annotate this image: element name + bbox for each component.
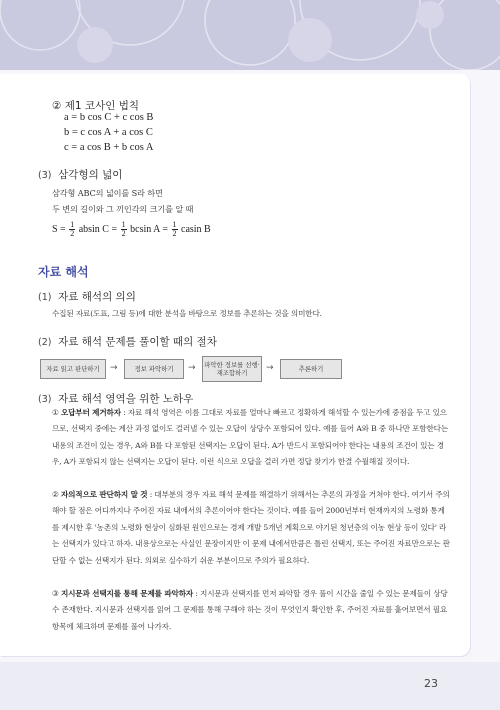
arrow-icon: →	[110, 363, 118, 373]
area-formula: S = $\frac{1}{2}$ absin C = $\frac{1}{2}$ bcsin A = $\frac{1}{2}$ casin B	[52, 220, 211, 238]
item-title: 제1 코사인 법칙	[64, 100, 139, 112]
formula-line: c = a cos B + b cos A	[64, 142, 154, 153]
flow-step: 추론하기	[280, 359, 342, 379]
body-line: 두 변의 길이와 그 끼인각의 크기를 알 때	[52, 204, 194, 214]
body-line: 삼각형 ABC의 넓이를 S라 하면	[52, 188, 163, 198]
flow-step: 정보 파악하기	[124, 359, 184, 379]
item-number: ② 제1 코사인 법칙	[52, 100, 139, 112]
formula-line: b = c cos A + a cos C	[64, 127, 153, 138]
body-line: 수집된 자료(도표, 그림 등)에 대한 분석을 바탕으로 정보를 추론하는 것을 의미한다.	[52, 309, 322, 318]
subsection-heading: (1) 자료 해석의 의의	[38, 291, 136, 303]
page-number: 23	[424, 677, 438, 690]
subsection-heading: (3) 자료 해석 영역을 위한 노하우	[38, 393, 194, 405]
tip-paragraph: ① 오답부터 제거하자 : 자료 해석 영역은 이름 그대로 자료를 얼마나 빠르고 정확하게 해석할 수 있는가에 중점을 두고 있으므로, 선택지 중에는 계산 과정 없이도 걸러낼 수 있는 오답이 상당수 포함되어 있다. 예를 들어 A와 B 중 하나만 포함한다는 내용의 조건이 있는 경우, A와 B를 다 포함된 선택지는 오답이 된다. A가 반드시 포함되어야 한다는 내용의 조건이 있는 경우, A가 포함되지 않는 선택지는 오답이 된다. 이런 식으로 오답을 걸러 가면 정답 찾기가 한결 수월해질 것이다.	[52, 408, 449, 467]
section-title: 자료 해석	[38, 265, 89, 279]
tip-paragraph: ② 자의적으로 판단하지 말 것 : 대부분의 경우 자료 해석 문제를 해결하기 위해서는 추론의 과정을 거쳐야 한다. 여기서 주의해야 할 점은 어디까지나 주어진 자료 내에서의 추론이어야 한다는 것이다. 예를 들어 2000년부터 현재까지의 노령화 통계를 제시한 후 '농촌의 노령화 현상이 심화된 원인으로는 경제 개발 5개년 계획으로 야기된 청년층의 이농 현상 등이 있다' 라는 선택지가 있다고 하자. 내용상으로는 사실인 문장이지만 이 문제 내에서만큼은 틀린 선택지, 또는 주어진 자료만으로는 판단할 수 없는 선택지가 된다. 의외로 실수하기 쉬운 부분이므로 주의가 필요하다.	[52, 490, 450, 565]
flow-step: 자료 읽고 판단하기	[40, 359, 106, 379]
subsection-heading: (2) 자료 해석 문제를 풀이할 때의 절차	[38, 336, 217, 348]
arrow-icon: →	[188, 363, 196, 373]
arrow-icon: →	[266, 363, 274, 373]
tip-paragraph: ③ 지시문과 선택지를 통해 문제를 파악하자 : 지시문과 선택지를 먼저 파악할 경우 풀이 시간을 줄일 수 있는 문제들이 상당수 존재한다. 지시문과 선택지를 읽어 그 문제를 통해 구해야 하는 것이 무엇인지 확인한 후, 주어진 자료를 훑어보면서 필요 항목에 체크하며 문제를 풀어 나가자.	[52, 589, 448, 631]
subsection-heading: (3) 삼각형의 넓이	[38, 169, 123, 181]
formula-line: a = b cos C + c cos B	[64, 112, 154, 123]
flow-step: 파악한 정보를 선행·재조합하기	[202, 356, 262, 382]
